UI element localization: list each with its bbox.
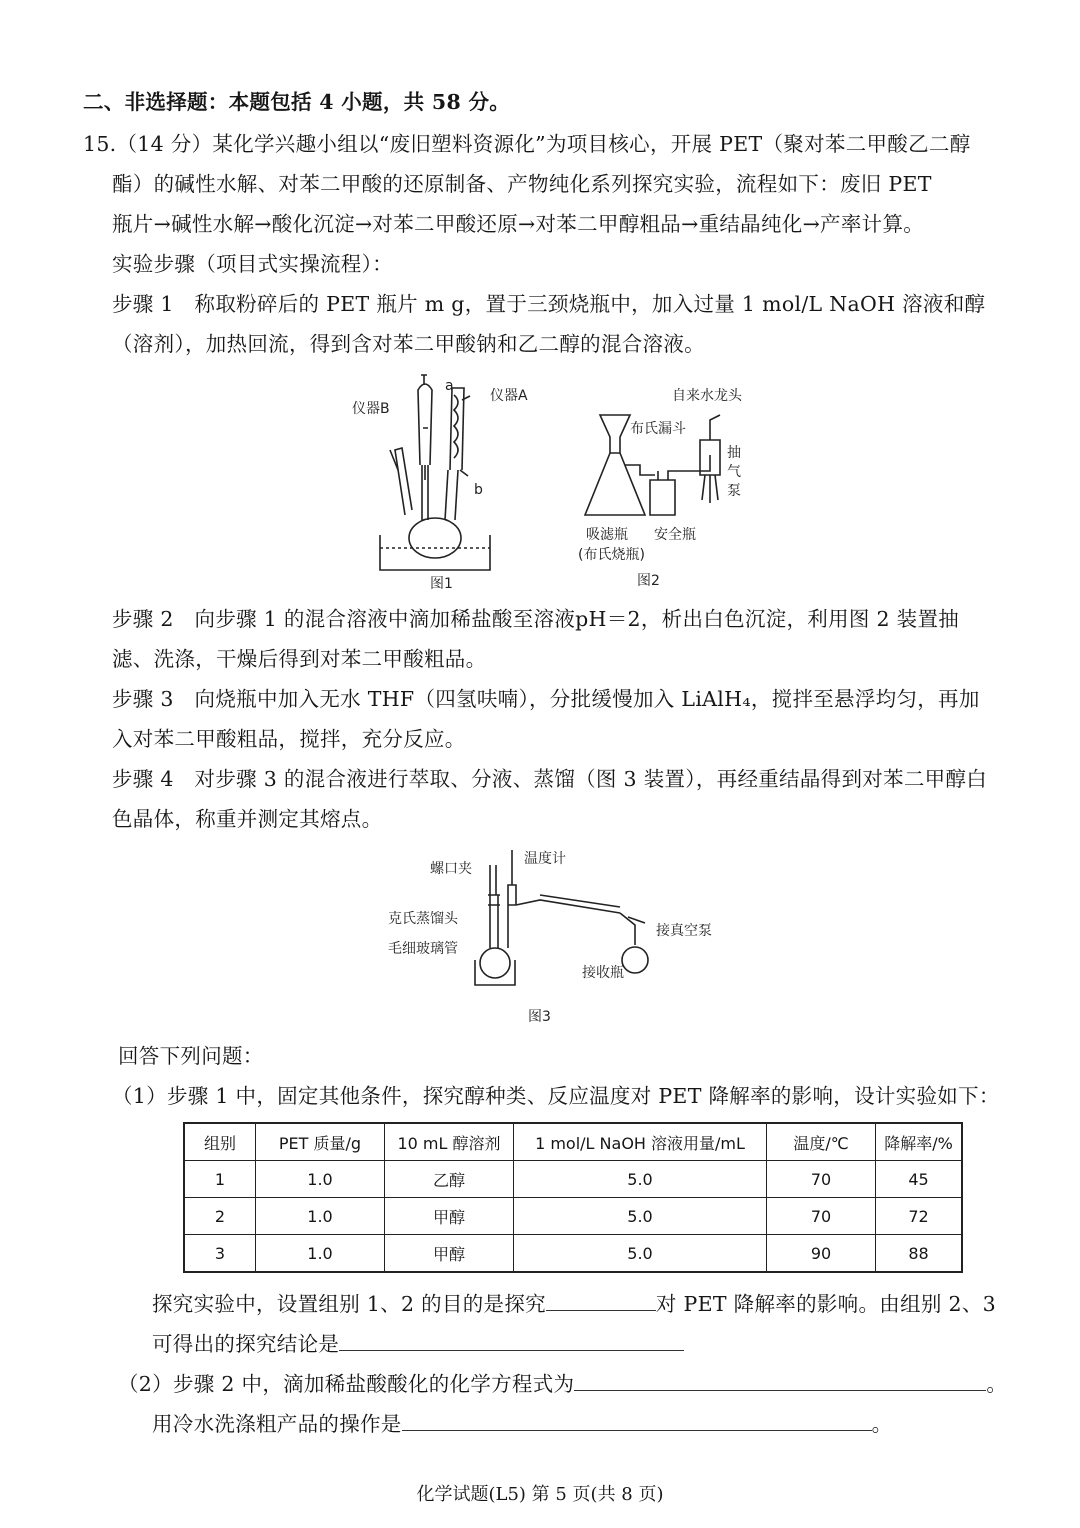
fig1-label-instrument-a: 仪器A: [490, 388, 528, 404]
table-row: [184, 1235, 962, 1273]
fig3-label-clamp: 螺口夹: [430, 861, 472, 877]
table-header-cell: 温度/℃: [767, 1123, 876, 1161]
fig1-label-a-char: a: [445, 378, 454, 394]
q2-end-b: 。: [871, 1412, 893, 1436]
table-cell: 乙醇: [385, 1161, 514, 1198]
fig1-label-instrument-b: 仪器B: [352, 401, 390, 417]
step2-line-b: 滤、洗涤，干燥后得到对苯二甲酸粗品。: [112, 647, 487, 671]
fig2-label-safety-bottle: 安全瓶: [654, 527, 696, 543]
step2-line-a: 步骤 2 向步骤 1 的混合溶液中滴加稀盐酸至溶液pH＝2，析出白色沉淀，利用图 2 装置抽: [112, 607, 960, 631]
table-header-cell: 组别: [184, 1123, 256, 1161]
q2-end-a: 。: [986, 1372, 1008, 1396]
answer-blank-4[interactable]: [402, 1410, 872, 1431]
step3-line-b: 入对苯二甲酸粗品，搅拌，充分反应。: [112, 727, 466, 751]
q15-line-3: 瓶片→碱性水解→酸化沉淀→对苯二甲酸还原→对苯二甲醇粗品→重结晶纯化→产率计算。: [112, 212, 925, 236]
fig2-label-flask-alt: (布氏烧瓶): [578, 547, 645, 563]
answer-blank-2[interactable]: [339, 1330, 684, 1351]
fig3-label-receiver: 接收瓶: [582, 965, 624, 981]
table-header-cell: 1 mol/L NaOH 溶液用量/mL: [514, 1123, 767, 1161]
table-cell: 88: [876, 1235, 963, 1273]
table-cell: 1: [184, 1161, 256, 1198]
fig3-label-thermometer: 温度计: [524, 851, 566, 867]
q1-text-a1: 探究实验中，设置组别 1、2 的目的是探究: [152, 1292, 546, 1316]
experiment-table: [183, 1122, 963, 1273]
q2-question-a: [118, 1370, 1007, 1398]
table-header-cell: 降解率/%: [876, 1123, 963, 1161]
page-footer: 化学试题(L5) 第 5 页(共 8 页): [416, 1484, 664, 1505]
table-header-row: [184, 1123, 962, 1161]
q1-text-b: 可得出的探究结论是: [152, 1332, 340, 1356]
q1-text-a2: 对 PET 降解率的影响。由组别 2、3: [655, 1292, 996, 1316]
table-cell: 70: [767, 1161, 876, 1198]
step3-line-a: 步骤 3 向烧瓶中加入无水 THF（四氢呋喃），分批缓慢加入 LiAlH₄，搅拌至悬浮均匀，再加: [112, 687, 980, 711]
q1-question-a: [152, 1290, 996, 1318]
fig3-label-capillary: 毛细玻璃管: [388, 941, 458, 957]
q2-text-a: （2）步骤 2 中，滴加稀盐酸酸化的化学方程式为: [118, 1372, 575, 1396]
answer-prompt: 回答下列问题：: [118, 1044, 264, 1068]
table-cell: 5.0: [514, 1161, 767, 1198]
table-cell: 2: [184, 1198, 256, 1235]
q15-line-2: 酯）的碱性水解、对苯二甲酸的还原制备、产物纯化系列探究实验，流程如下：废旧 PET: [112, 172, 932, 196]
fig1-label-b-char: b: [474, 482, 483, 498]
answer-blank-3[interactable]: [574, 1370, 986, 1391]
step4-line-b: 色晶体，称重并测定其熔点。: [112, 807, 383, 831]
fig3-label-claisen-head: 克氏蒸馏头: [388, 911, 458, 927]
table-cell: 3: [184, 1235, 256, 1273]
answer-blank-1[interactable]: [546, 1290, 656, 1311]
q2-question-b: [152, 1410, 892, 1438]
fig2-label-tap: 自来水龙头: [672, 388, 742, 404]
table-cell: 1.0: [256, 1235, 385, 1273]
fig3-label-vacuum-pump: 接真空泵: [656, 923, 712, 939]
table-cell: 1.0: [256, 1198, 385, 1235]
table-cell: 45: [876, 1161, 963, 1198]
fig2-label-flask: 吸滤瓶: [586, 527, 628, 543]
fig1-caption: 图1: [430, 576, 453, 592]
q15-line-1: 15.（14 分）某化学兴趣小组以“废旧塑料资源化”为项目核心，开展 PET（聚对苯二甲酸乙二醇: [83, 132, 971, 156]
fig2-caption: 图2: [637, 573, 660, 589]
table-header-cell: PET 质量/g: [256, 1123, 385, 1161]
fig2-label-pump: 抽气泵: [727, 445, 741, 499]
step4-line-a: 步骤 4 对步骤 3 的混合液进行萃取、分液、蒸馏（图 3 装置），再经重结晶得到对苯二甲醇白: [112, 767, 988, 791]
step1-line-a: 步骤 1 称取粉碎后的 PET 瓶片 m g，置于三颈烧瓶中，加入过量 1 mol/L NaOH 溶液和醇: [112, 292, 986, 316]
step1-line-b: （溶剂），加热回流，得到含对苯二甲酸钠和乙二醇的混合溶液。: [112, 332, 705, 356]
table-cell: 1.0: [256, 1161, 385, 1198]
table-cell: 5.0: [514, 1198, 767, 1235]
table-row: [184, 1161, 962, 1198]
table-cell: 70: [767, 1198, 876, 1235]
table-header-cell: 10 mL 醇溶剂: [385, 1123, 514, 1161]
table-cell: 5.0: [514, 1235, 767, 1273]
table-cell: 甲醇: [385, 1235, 514, 1273]
fig2-label-funnel: 布氏漏斗: [630, 421, 686, 437]
table-cell: 甲醇: [385, 1198, 514, 1235]
table-row: [184, 1198, 962, 1235]
q2-text-b: 用冷水洗涤粗产品的操作是: [152, 1412, 402, 1436]
q1-question-b: [152, 1330, 684, 1358]
table-cell: 72: [876, 1198, 963, 1235]
q15-line-4: 实验步骤（项目式实操流程）：: [112, 252, 393, 276]
section-header: 二、非选择题：本题包括 4 小题，共 58 分。: [83, 90, 511, 114]
fig3-caption: 图3: [528, 1009, 551, 1025]
q1-intro: （1）步骤 1 中，固定其他条件，探究醇种类、反应温度对 PET 降解率的影响，设计实验如下：: [112, 1084, 1000, 1108]
table-cell: 90: [767, 1235, 876, 1273]
